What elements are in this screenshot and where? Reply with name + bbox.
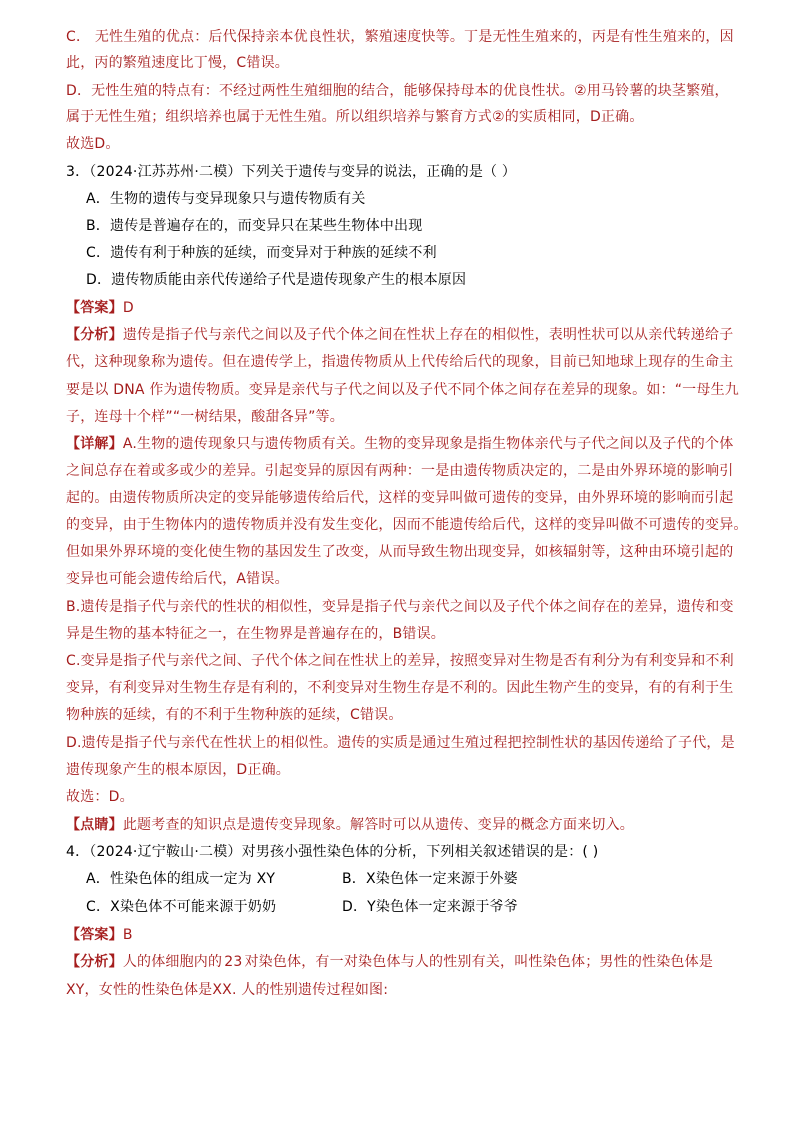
text-line: [66, 27, 734, 47]
text-line: [66, 760, 290, 780]
question-4-option-a: A．性染色体的组成一定为 XY: [86, 871, 276, 887]
text-line: [66, 651, 734, 671]
detail-tag: 【详解】: [66, 436, 123, 452]
text-line: [66, 705, 403, 725]
detail-text: A.生物的遗传现象只与遗传物质有关。生物的变异现象是指生物体亲代与子代之间以及子代的个体: [122, 436, 734, 452]
comment-row: [66, 815, 634, 835]
text-line: [66, 980, 388, 1000]
detail-text: 之间总存在着或多或少的差异。引起变异的原因有两种：一是由遗传物质决定的，二是由外界环境的影响引: [66, 463, 734, 479]
text-line: [66, 542, 733, 562]
answer-row: [66, 298, 134, 318]
detail-row: [66, 434, 733, 454]
question-4-options-row: [86, 869, 518, 889]
analysis-xx: XX: [212, 982, 232, 998]
answer-tag: 【答案】: [66, 300, 123, 316]
option-d-explanation-cont: 属于无性生殖；组织培养也属于无性生殖。所以组织培养与繁育方式②的实质相同，D正确。: [66, 109, 644, 125]
analysis-xy: XY: [66, 982, 85, 998]
analysis-text: ，女性的性染色体是: [84, 982, 213, 998]
analysis-tag: 【分析】: [66, 954, 123, 970]
text-line: [66, 53, 289, 73]
text-line: [66, 569, 289, 589]
text-line: [66, 81, 729, 101]
text-line: [66, 515, 748, 535]
analysis-tag: 【分析】: [66, 327, 123, 343]
text-line: [66, 787, 134, 807]
detail-text: 起的。由遗传物质所决定的变异能够遗传给后代，这样的变异叫做可遗传的变异，由外界环境的影响而引起: [66, 490, 734, 506]
question-3-stem: 3．（2024·江苏苏州·二模）下列关于遗传与变异的说法，正确的是（ ）: [66, 164, 517, 180]
question-3-option-a: A．生物的遗传与变异现象只与遗传物质有关: [86, 191, 366, 207]
question-4-options-row: [86, 897, 518, 917]
text-line: [66, 107, 644, 127]
question-4-stem: 4．（2024·辽宁鞍山·二模）对男孩小强性染色体的分析，下列相关叙述错误的是：( ): [66, 844, 599, 860]
text-line: [66, 678, 733, 698]
detail-c-text: C.变异是指子代与亲代之间、子代个体之间在性状上的差异，按照变异对生物是否有利分为有利变异和不利: [66, 653, 734, 669]
answer-value: B: [122, 927, 133, 943]
question-3-option-b: B．遗传是普遍存在的，而变异只在某些生物体中出现: [86, 218, 423, 234]
option-d-explanation: D．无性生殖的特点有：不经过两性生殖细胞的结合，能够保持母本的优良性状。②用马铃薯的块茎繁殖，: [66, 83, 729, 99]
text-line: [66, 380, 739, 400]
final-choice: 故选：D。: [66, 789, 134, 805]
analysis-text: 人的体细胞内的: [122, 954, 223, 970]
analysis-text: 代，这种现象称为遗传。但在遗传学上，指遗传物质从上代传给后代的现象，目前已知地球上现存的生命主: [66, 354, 734, 370]
analysis-row: [66, 325, 733, 345]
question-4-option-d: D．Y染色体一定来源于爷爷: [342, 899, 518, 915]
text-line: [66, 733, 735, 753]
detail-text: 但如果外界环境的变化使生物的基因发生了改变，从而导致生物出现变异，如核辐射等，这种由环境引起的: [66, 544, 734, 560]
comment-text: 此题考查的知识点是遗传变异现象。解答时可以从遗传、变异的概念方面来切入。: [122, 817, 635, 833]
analysis-text: . 人的性别遗传过程如图:: [231, 982, 389, 998]
answer-value: D: [122, 300, 134, 316]
question-3-option-c: C．遗传有利于种族的延续，而变异对于种族的延续不利: [86, 245, 437, 261]
detail-d-text: 遗传现象产生的根本原因，D正确。: [66, 762, 290, 778]
option-c-explanation: C． 无性生殖的优点：后代保持亲本优良性状，繁殖速度快等。丁是无性生殖来的，丙是有性生殖来的，因: [66, 29, 734, 45]
analysis-number: 23: [224, 954, 243, 970]
question-3-option-d: D．遗传物质能由亲代传递给子代是遗传现象产生的根本原因: [86, 272, 467, 288]
analysis-text: 子，连母十个样”“一树结果，酸甜各异”等。: [66, 409, 344, 425]
detail-text: 的变异，由于生物体内的遗传物质并没有发生变化，因而不能遗传给后代，这样的变异叫做不可遗传的变异。: [66, 517, 748, 533]
text-line: [66, 407, 344, 427]
detail-c-text: 物种族的延续，有的不利于生物种族的延续，C错误。: [66, 707, 403, 723]
analysis-row: [66, 952, 713, 972]
analysis-text: 遗传是指子代与亲代之间以及子代个体之间在性状上存在的相似性，表明性状可以从亲代转递给子: [122, 327, 734, 343]
analysis-text: 对染色体，有一对染色体与人的性别有关，叫性染色体；男性的性染色体是: [244, 954, 714, 970]
option-c-explanation-cont: 此，丙的繁殖速度比丁慢，C错误。: [66, 55, 289, 71]
analysis-text: 要是以 DNA 作为遗传物质。变异是亲代与子代之间以及子代不同个体之间存在差异的现象。如：“一母生九: [66, 382, 739, 398]
detail-d-text: D.遗传是指子代与亲代在性状上的相似性。遗传的实质是通过生殖过程把控制性状的基因传递给了子代，是: [66, 735, 735, 751]
detail-b-text: B.遗传是指子代与亲代的性状的相似性，变异是指子代与亲代之间以及子代个体之间存在的差异，遗传和变: [66, 599, 734, 615]
detail-c-text: 变异，有利变异对生物生存是有利的，不利变异对生物生存是不利的。因此生物产生的变异，有的有利于生: [66, 680, 734, 696]
text-line: [66, 597, 734, 617]
text-line: [66, 352, 733, 372]
answer-tag: 【答案】: [66, 927, 123, 943]
detail-text: 变异也可能会遗传给后代，A错误。: [66, 571, 289, 587]
answer-row: [66, 925, 133, 945]
question-4-option-c: C．X染色体不可能来源于奶奶: [86, 899, 277, 915]
text-line: [66, 624, 445, 644]
comment-tag: 【点睛】: [66, 817, 123, 833]
detail-b-text: 异是生物的基本特征之一，在生物界是普遍存在的，B错误。: [66, 626, 446, 642]
text-line: [66, 461, 733, 481]
text-line: [66, 134, 120, 154]
text-line: [66, 488, 733, 508]
question-4-option-b: B．X染色体一定来源于外婆: [342, 871, 518, 887]
final-choice: 故选D。: [66, 136, 120, 152]
